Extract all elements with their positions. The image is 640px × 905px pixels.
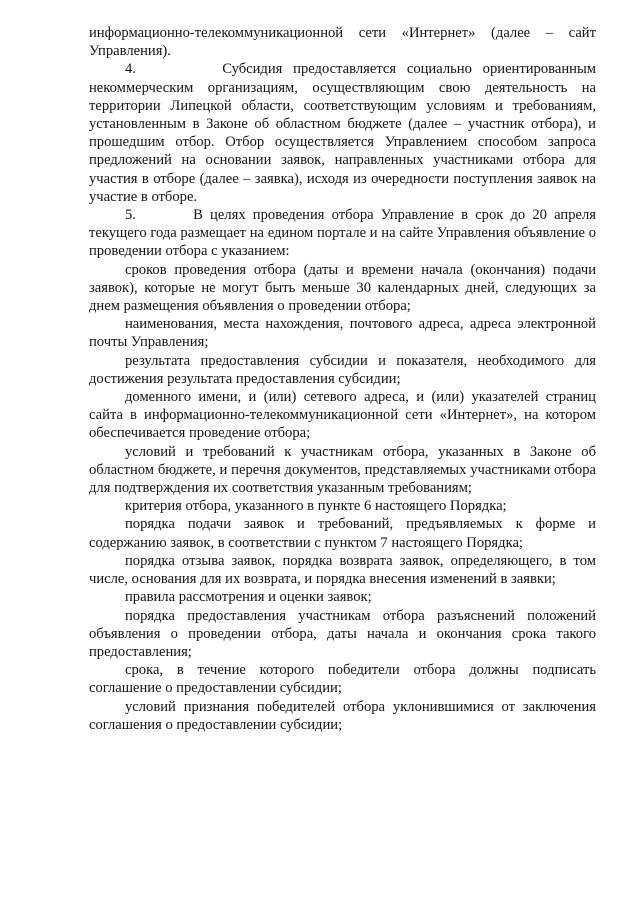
paragraph-item-5: 5. В целях проведения отбора Управление в срок до 20 апреля текущего года размещает на едином портале и на сайте Управления объявление о проведении отбора с указанием: [89, 207, 596, 260]
list-item-requirements: условий и требований к участникам отбора, указанных в Законе об областном бюджете, и перечня документов, представляемых участниками отбора для подтверждения их соответствия указанным требованиям; [89, 443, 596, 497]
list-item-domain: доменного имени, и (или) сетевого адреса, и (или) указателей страниц сайта в информационно-телекоммуникационной сети «Интернет», на котором обеспечивается проведение отбора; [89, 389, 596, 442]
paragraph-item-4: 4. Субсидия предоставляется социально ориентированным некоммерческим организациям, осуществляющим свою деятельность на территории Липецкой области, соответствующим условиям и требованиям, установленным в Законе об областном бюджете (далее – участник отбора), и прошедшим отбор. Отбор осуществляется Управлением способом запроса предложений на основании заявок, направленных участниками отбора для участия в отборе (далее – заявка), исходя из очередности поступления заявок на участие в отборе. [89, 61, 596, 205]
list-item-result: результата предоставления субсидии и показателя, необходимого для достижения результата предоставления субсидии; [89, 352, 596, 387]
list-item-criterion: критерия отбора, указанного в пункте 6 настоящего Порядка; [125, 498, 507, 515]
list-item-submission: порядка подачи заявок и требований, предъявляемых к форме и содержанию заявок, в соответствии с пунктом 7 настоящего Порядка; [89, 516, 596, 551]
paragraph-continuation: информационно-телекоммуникационной сети «Интернет» (далее – сайт Управления). [89, 25, 596, 60]
list-item-deadlines: сроков проведения отбора (даты и времени начала (окончания) подачи заявок), которые не могут быть меньше 30 календарных дней, следующих за днем размещения объявления о проведении отбора; [89, 261, 596, 315]
list-item-clarifications: порядка предоставления участникам отбора разъяснений положений объявления о проведении отбора, даты начала и окончания срока такого предоставления; [89, 607, 596, 660]
list-item-review-rules: правила рассмотрения и оценки заявок; [125, 589, 372, 606]
list-item-signing-deadline: срока, в течение которого победители отбора должны подписать соглашение о предоставлении субсидии; [89, 662, 596, 697]
document-page [89, 24, 596, 734]
list-item-withdrawal: порядка отзыва заявок, порядка возврата заявок, определяющего, в том числе, основания для их возврата, и порядка внесения изменений в заявки; [89, 552, 596, 588]
list-item-evasion-conditions: условий признания победителей отбора уклонившимися от заключения соглашения о предоставлении субсидии; [89, 698, 596, 733]
list-item-contacts: наименования, места нахождения, почтового адреса, адреса электронной почты Управления; [89, 316, 596, 351]
